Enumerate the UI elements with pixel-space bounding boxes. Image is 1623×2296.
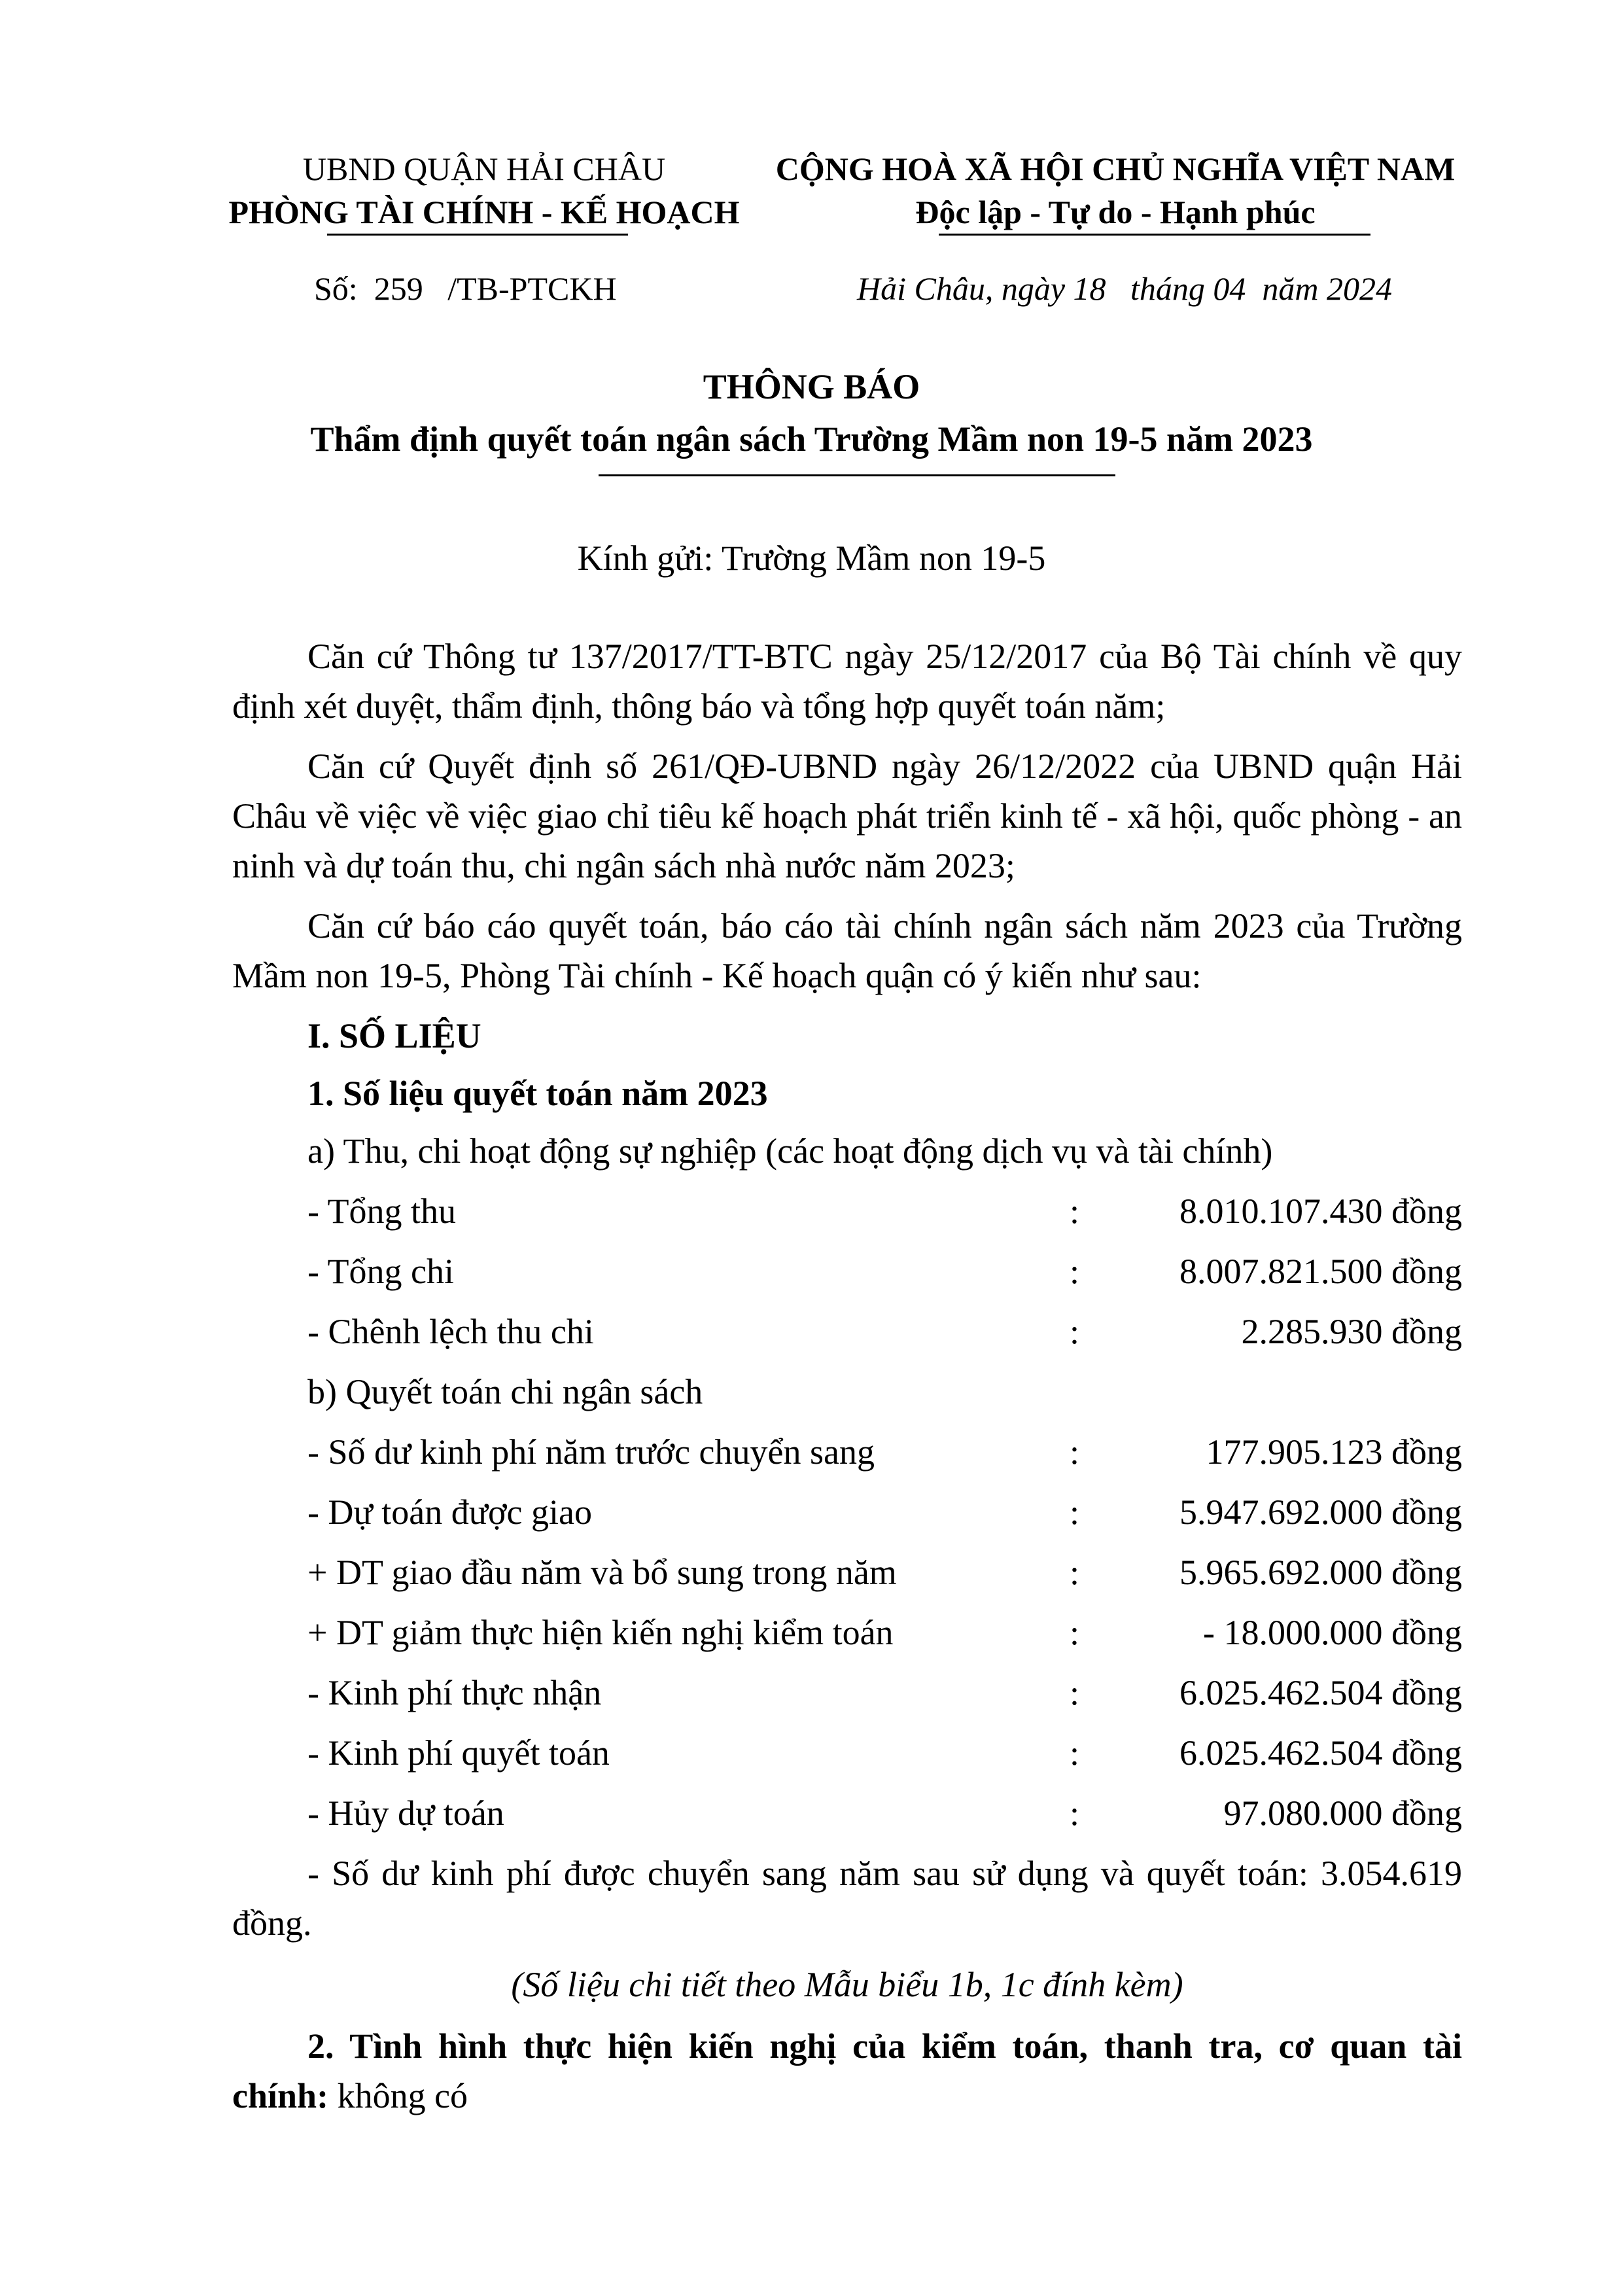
subsection-2-heading: 2. Tình hình thực hiện kiến nghị của kiểm toán, thanh tra, cơ quan tài chính: [232, 2026, 1462, 2115]
figure-label: - Chênh lệch thu chi [307, 1312, 594, 1351]
figure-value: 8.007.821.500 đồng [1179, 1252, 1462, 1291]
document-body [232, 631, 1462, 2131]
part-b-heading: b) Quyết toán chi ngân sách [307, 1372, 703, 1411]
document-date: Hải Châu, ngày 18 tháng 04 năm 2024 [857, 270, 1393, 307]
legal-basis-1: Căn cứ Thông tư 137/2017/TT-BTC ngày 25/12/2017 của Bộ Tài chính về quy định xét duyệt, thẩm định, thông báo và tổng hợp quyết toán năm; [232, 637, 1462, 726]
figure-label: - Hủy dự toán [307, 1793, 504, 1833]
figure-row [232, 1307, 1462, 1367]
subsection-2-paragraph [232, 2021, 1462, 2121]
figure-value: 5.947.692.000 đồng [1179, 1492, 1462, 1532]
figure-row [232, 1608, 1462, 1668]
figure-colon: : [1070, 1432, 1080, 1472]
figure-label: - Tổng chi [307, 1252, 454, 1291]
subsection-2-text: không có [328, 2076, 468, 2115]
figure-label: - Kinh phí thực nhận [307, 1673, 602, 1712]
figure-value: 177.905.123 đồng [1206, 1432, 1462, 1472]
figure-row [232, 1788, 1462, 1848]
figure-row [232, 1427, 1462, 1487]
figure-value: 97.080.000 đồng [1223, 1793, 1462, 1833]
figure-row [232, 1728, 1462, 1788]
document-number: Số: 259 /TB-PTCKH [314, 270, 617, 307]
recipient-line: Kính gửi: Trường Mầm non 19-5 [577, 539, 1046, 578]
section-heading: I. SỐ LIỆU [307, 1016, 481, 1055]
org-department: PHÒNG TÀI CHÍNH - KẾ HOẠCH [228, 194, 740, 230]
legal-basis-2: Căn cứ Quyết định số 261/QĐ-UBND ngày 26/12/2022 của UBND quận Hải Châu về việc về việc giao chỉ tiêu kế hoạch phát triển kinh tế - xã hội, quốc phòng - an ninh và dự toán thu, chi ngân sách nhà nước năm 2023; [232, 747, 1462, 885]
figure-colon: : [1070, 1613, 1080, 1652]
attachment-note: (Số liệu chi tiết theo Mẫu biểu 1b, 1c đính kèm) [511, 1965, 1183, 2004]
figure-label: - Dự toán được giao [307, 1492, 592, 1532]
document-title: THÔNG BÁO [703, 367, 920, 406]
figure-value: 2.285.930 đồng [1241, 1312, 1462, 1351]
figure-colon: : [1070, 1492, 1080, 1532]
issuing-organization [170, 147, 798, 234]
figure-colon: : [1070, 1252, 1080, 1291]
figure-row [232, 1246, 1462, 1307]
figure-colon: : [1070, 1312, 1080, 1351]
legal-basis-3: Căn cứ báo cáo quyết toán, báo cáo tài chính ngân sách năm 2023 của Trường Mầm non 19-5, Phòng Tài chính - Kế hoạch quận có ý kiến như sau: [232, 906, 1462, 995]
subtitle-underline [599, 474, 1115, 476]
org-underline [327, 234, 628, 236]
figure-value: 5.965.692.000 đồng [1179, 1553, 1462, 1592]
figure-row [232, 1186, 1462, 1246]
motto-underline [939, 234, 1370, 236]
nation-motto: Độc lập - Tự do - Hạnh phúc [915, 194, 1316, 230]
national-header [739, 147, 1492, 234]
figure-label: + DT giảm thực hiện kiến nghị kiểm toán [307, 1613, 894, 1652]
subsection-1-heading: 1. Số liệu quyết toán năm 2023 [307, 1074, 768, 1113]
part-a-heading: a) Thu, chi hoạt động sự nghiệp (các hoạt động dịch vụ và tài chính) [307, 1131, 1273, 1171]
carry-over-paragraph: - Số dư kinh phí được chuyển sang năm sau sử dụng và quyết toán: 3.054.619 đồng. [232, 1854, 1462, 1943]
figure-label: - Kinh phí quyết toán [307, 1733, 610, 1773]
figure-value: 8.010.107.430 đồng [1179, 1192, 1462, 1231]
figure-colon: : [1070, 1733, 1080, 1773]
figure-row [232, 1487, 1462, 1547]
figure-label: - Tổng thu [307, 1192, 456, 1231]
nation-name: CỘNG HOÀ XÃ HỘI CHỦ NGHĨA VIỆT NAM [775, 150, 1456, 187]
figure-colon: : [1070, 1793, 1080, 1833]
figure-label: - Số dư kinh phí năm trước chuyển sang [307, 1432, 875, 1472]
figure-colon: : [1070, 1553, 1080, 1592]
figure-colon: : [1070, 1673, 1080, 1712]
figure-row [232, 1668, 1462, 1728]
figure-colon: : [1070, 1192, 1080, 1231]
document-subtitle: Thẩm định quyết toán ngân sách Trường Mầm non 19-5 năm 2023 [310, 419, 1313, 459]
figure-value: - 18.000.000 đồng [1203, 1613, 1462, 1652]
figure-value: 6.025.462.504 đồng [1179, 1733, 1462, 1773]
figure-value: 6.025.462.504 đồng [1179, 1673, 1462, 1712]
org-district: UBND QUẬN HẢI CHÂU [302, 150, 666, 187]
figure-label: + DT giao đầu năm và bổ sung trong năm [307, 1553, 897, 1592]
figure-row [232, 1547, 1462, 1608]
